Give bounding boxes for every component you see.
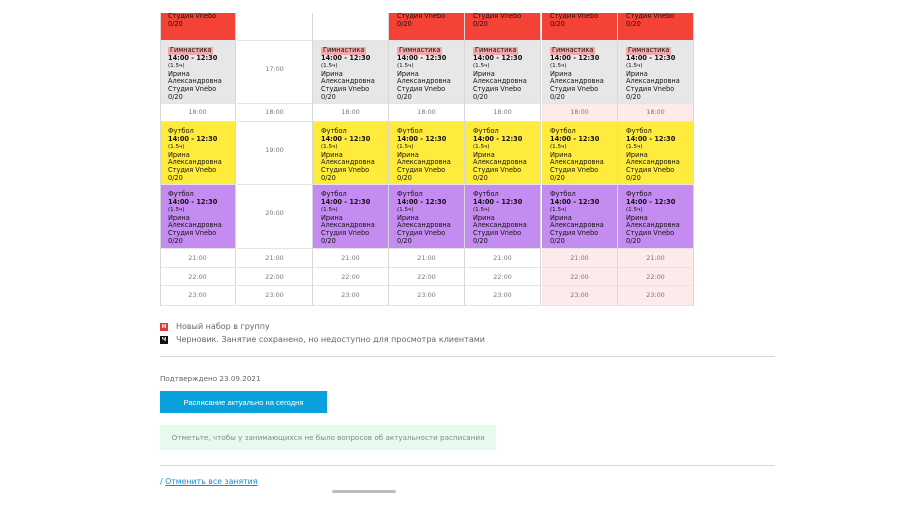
class-duration: (1.5ч) xyxy=(397,144,414,151)
empty-slot xyxy=(237,286,313,306)
class-name: Футбол xyxy=(397,190,423,198)
studio-name: Студия Vnebo xyxy=(550,13,599,20)
studio-name: Студия Vnebo xyxy=(397,84,446,93)
schedule-grid xyxy=(160,13,696,306)
trainer-patronymic: Александровна xyxy=(397,158,451,167)
trainer-first-name: Ирина xyxy=(168,69,190,78)
class-duration: (1.5ч) xyxy=(168,144,185,151)
time-label: 23:00 xyxy=(646,291,665,299)
time-label: 23:00 xyxy=(493,291,512,299)
class-count: 0/20 xyxy=(397,19,412,28)
time-label: 22:00 xyxy=(188,273,207,281)
empty-slot xyxy=(465,268,541,286)
class-duration: (1.5ч) xyxy=(473,144,490,151)
empty-slot xyxy=(465,286,541,306)
class-count: 0/20 xyxy=(397,92,412,101)
class-time-text: 14:00 - 12:30 xyxy=(473,134,523,143)
empty-slot xyxy=(313,104,389,122)
trainer-first-name: Ирина xyxy=(473,150,495,159)
trainer-first-name: Ирина xyxy=(321,69,343,78)
time-label: 22:00 xyxy=(646,273,665,281)
class-count: 0/20 xyxy=(550,236,565,245)
class-card-football[interactable] xyxy=(313,185,389,249)
studio-name: Студия Vnebo xyxy=(550,84,599,93)
time-label: 18:00 xyxy=(188,108,207,116)
class-card-football[interactable] xyxy=(542,185,618,249)
trainer-patronymic: Александровна xyxy=(168,158,222,167)
time-label: 18:00 xyxy=(570,108,589,116)
time-label: 21:00 xyxy=(570,254,589,262)
trainer-first-name: Ирина xyxy=(550,150,572,159)
class-card-football[interactable] xyxy=(465,122,541,185)
studio-name: Студия Vnebo xyxy=(626,165,675,174)
time-label: 19:00 xyxy=(265,146,284,154)
class-time-text: 14:00 - 12:30 xyxy=(550,134,600,143)
class-count: 0/20 xyxy=(321,92,336,101)
scroll-handle[interactable] xyxy=(332,490,396,493)
studio-name: Студия Vnebo xyxy=(397,228,446,237)
trainer-first-name: Ирина xyxy=(321,150,343,159)
empty-slot xyxy=(160,104,236,122)
empty-slot xyxy=(542,268,618,286)
empty-slot xyxy=(618,104,694,122)
class-card-football[interactable] xyxy=(542,122,618,185)
cancel-prefix: / xyxy=(160,477,163,486)
class-time-text: 14:00 - 12:30 xyxy=(397,134,447,143)
studio-name: Студия Vnebo xyxy=(168,228,217,237)
trainer-first-name: Ирина xyxy=(397,213,419,222)
time-slot xyxy=(237,41,313,104)
time-label: 18:00 xyxy=(646,108,665,116)
class-duration: (1.5ч) xyxy=(550,207,567,214)
class-name: Гимнастика xyxy=(323,46,365,54)
empty-slot xyxy=(313,13,389,41)
class-time xyxy=(550,136,613,152)
trainer-patronymic: Александровна xyxy=(397,221,451,230)
class-card-gymnastics[interactable] xyxy=(389,41,465,104)
time-label: 21:00 xyxy=(188,254,207,262)
trainer-first-name: Ирина xyxy=(626,150,648,159)
empty-slot xyxy=(389,268,465,286)
time-label: 18:00 xyxy=(341,108,360,116)
class-card-football[interactable] xyxy=(618,122,694,185)
empty-slot xyxy=(389,286,465,306)
class-time xyxy=(473,136,536,152)
trainer-first-name: Ирина xyxy=(473,69,495,78)
class-time-text: 14:00 - 12:30 xyxy=(626,53,676,62)
studio-name: Студия Vnebo xyxy=(626,228,675,237)
class-card-gymnastics[interactable] xyxy=(542,41,618,104)
class-card-football[interactable] xyxy=(618,185,694,249)
empty-slot xyxy=(313,268,389,286)
time-label: 23:00 xyxy=(570,291,589,299)
divider xyxy=(160,356,775,357)
studio-name: Студия Vnebo xyxy=(473,228,522,237)
class-time xyxy=(550,199,613,215)
class-card-red[interactable] xyxy=(465,13,541,41)
trainer-first-name: Ирина xyxy=(397,69,419,78)
confirmed-date: Подтверждено 23.09.2021 xyxy=(160,374,261,383)
class-count: 0/20 xyxy=(626,236,641,245)
class-duration: (1.5ч) xyxy=(321,144,338,151)
trainer-first-name: Ирина xyxy=(397,150,419,159)
class-duration: (1.5ч) xyxy=(397,207,414,214)
studio-name: Студия Vnebo xyxy=(550,228,599,237)
class-count: 0/20 xyxy=(321,236,336,245)
time-label: 21:00 xyxy=(493,254,512,262)
legend-new-label: Новый набор в группу xyxy=(176,322,270,331)
cancel-all-link[interactable]: Отменить все занятия xyxy=(165,477,258,486)
empty-slot xyxy=(465,249,541,268)
class-card-red[interactable] xyxy=(618,13,694,41)
class-duration: (1.5ч) xyxy=(626,207,643,214)
class-time-text: 14:00 - 12:30 xyxy=(550,197,600,206)
class-name: Гимнастика xyxy=(399,46,441,54)
class-time-text: 14:00 - 12:30 xyxy=(321,53,371,62)
class-time xyxy=(473,199,536,215)
time-label: 18:00 xyxy=(493,108,512,116)
empty-slot xyxy=(618,249,694,268)
trainer-patronymic: Александровна xyxy=(550,158,604,167)
hint-box: Отметьте, чтобы у занимающихся не было вопросов об актуальности расписания xyxy=(160,425,496,450)
trainer-patronymic: Александровна xyxy=(473,158,527,167)
class-duration: (1.5ч) xyxy=(397,63,414,70)
trainer-patronymic: Александровна xyxy=(321,158,375,167)
empty-slot xyxy=(237,249,313,268)
class-time xyxy=(626,199,689,215)
studio-name: Студия Vnebo xyxy=(473,13,522,20)
class-card-football[interactable] xyxy=(160,122,236,185)
empty-slot xyxy=(542,249,618,268)
class-card-gymnastics[interactable] xyxy=(160,41,236,104)
trainer-patronymic: Александровна xyxy=(550,221,604,230)
trainer-patronymic: Александровна xyxy=(321,221,375,230)
class-name: Гимнастика xyxy=(628,46,670,54)
class-time xyxy=(626,55,689,71)
class-count: 0/20 xyxy=(626,173,641,182)
class-time xyxy=(321,55,384,71)
class-time-text: 14:00 - 12:30 xyxy=(626,197,676,206)
class-card-football[interactable] xyxy=(160,185,236,249)
trainer-patronymic: Александровна xyxy=(397,77,451,86)
class-count: 0/20 xyxy=(550,92,565,101)
empty-slot xyxy=(237,13,313,41)
empty-slot xyxy=(237,268,313,286)
empty-slot xyxy=(313,286,389,306)
class-count: 0/20 xyxy=(397,236,412,245)
studio-name: Студия Vnebo xyxy=(168,84,217,93)
trainer-patronymic: Александровна xyxy=(550,77,604,86)
class-time xyxy=(397,55,460,71)
class-name: Футбол xyxy=(321,190,347,198)
time-label: 18:00 xyxy=(417,108,436,116)
empty-slot xyxy=(160,286,236,306)
empty-slot xyxy=(237,104,313,122)
class-time xyxy=(321,136,384,152)
new-badge-icon: Н xyxy=(161,323,167,330)
class-duration: (1.5ч) xyxy=(550,63,567,70)
class-name: Гимнастика xyxy=(475,46,517,54)
empty-slot xyxy=(160,249,236,268)
class-count: 0/20 xyxy=(473,236,488,245)
class-name: Футбол xyxy=(550,190,576,198)
time-label: 23:00 xyxy=(188,291,207,299)
class-name: Футбол xyxy=(550,127,576,135)
trainer-first-name: Ирина xyxy=(321,213,343,222)
empty-slot xyxy=(389,104,465,122)
class-count: 0/20 xyxy=(550,19,565,28)
class-count: 0/20 xyxy=(168,19,183,28)
class-card-football[interactable] xyxy=(313,122,389,185)
schedule-actual-button[interactable]: Расписание актуально на сегодня xyxy=(160,391,327,413)
class-duration: (1.5ч) xyxy=(321,63,338,70)
studio-name: Студия Vnebo xyxy=(473,165,522,174)
time-label: 23:00 xyxy=(417,291,436,299)
studio-name: Студия Vnebo xyxy=(397,165,446,174)
class-name: Футбол xyxy=(473,190,499,198)
class-count: 0/20 xyxy=(550,173,565,182)
studio-name: Студия Vnebo xyxy=(626,13,675,20)
time-slot xyxy=(237,185,313,249)
class-card-red[interactable] xyxy=(160,13,236,41)
time-label: 23:00 xyxy=(265,291,284,299)
class-time xyxy=(168,55,231,71)
trainer-patronymic: Александровна xyxy=(168,77,222,86)
trainer-patronymic: Александровна xyxy=(626,221,680,230)
trainer-patronymic: Александровна xyxy=(626,77,680,86)
class-count: 0/20 xyxy=(321,173,336,182)
empty-slot xyxy=(465,104,541,122)
trainer-patronymic: Александровна xyxy=(473,221,527,230)
class-duration: (1.5ч) xyxy=(168,207,185,214)
class-duration: (1.5ч) xyxy=(473,207,490,214)
class-time xyxy=(321,199,384,215)
class-name: Футбол xyxy=(397,127,423,135)
class-duration: (1.5ч) xyxy=(168,63,185,70)
divider xyxy=(160,465,775,466)
class-time-text: 14:00 - 12:30 xyxy=(168,197,218,206)
trainer-first-name: Ирина xyxy=(550,69,572,78)
class-name: Гимнастика xyxy=(552,46,594,54)
class-count: 0/20 xyxy=(626,19,641,28)
cancel-row xyxy=(160,477,257,486)
empty-slot xyxy=(313,249,389,268)
class-time xyxy=(168,199,231,215)
time-label: 21:00 xyxy=(417,254,436,262)
class-name: Футбол xyxy=(626,190,652,198)
class-time-text: 14:00 - 12:30 xyxy=(473,197,523,206)
studio-name: Студия Vnebo xyxy=(168,13,217,20)
studio-name: Студия Vnebo xyxy=(626,84,675,93)
trainer-patronymic: Александровна xyxy=(473,77,527,86)
time-label: 22:00 xyxy=(493,273,512,281)
class-count: 0/20 xyxy=(473,19,488,28)
grid-border xyxy=(160,13,161,306)
class-card-football[interactable] xyxy=(465,185,541,249)
class-duration: (1.5ч) xyxy=(626,63,643,70)
class-count: 0/20 xyxy=(397,173,412,182)
class-count: 0/20 xyxy=(168,173,183,182)
time-label: 23:00 xyxy=(341,291,360,299)
legend-draft-label: Черновик. Занятие сохранено, но недоступно для просмотра клиентами xyxy=(176,335,485,344)
class-card-red[interactable] xyxy=(389,13,465,41)
trainer-patronymic: Александровна xyxy=(168,221,222,230)
class-count: 0/20 xyxy=(473,173,488,182)
empty-slot xyxy=(389,249,465,268)
time-label: 22:00 xyxy=(417,273,436,281)
empty-slot xyxy=(160,268,236,286)
time-label: 17:00 xyxy=(265,65,284,73)
studio-name: Студия Vnebo xyxy=(168,165,217,174)
class-count: 0/20 xyxy=(473,92,488,101)
empty-slot xyxy=(542,104,618,122)
class-name: Гимнастика xyxy=(170,46,212,54)
class-time-text: 14:00 - 12:30 xyxy=(321,134,371,143)
time-label: 21:00 xyxy=(341,254,360,262)
class-duration: (1.5ч) xyxy=(550,144,567,151)
trainer-first-name: Ирина xyxy=(626,69,648,78)
class-name: Футбол xyxy=(321,127,347,135)
time-label: 18:00 xyxy=(265,108,284,116)
studio-name: Студия Vnebo xyxy=(321,165,370,174)
class-time-text: 14:00 - 12:30 xyxy=(168,53,218,62)
empty-slot xyxy=(542,286,618,306)
class-time-text: 14:00 - 12:30 xyxy=(397,197,447,206)
legend-new xyxy=(160,322,270,331)
trainer-first-name: Ирина xyxy=(473,213,495,222)
trainer-first-name: Ирина xyxy=(550,213,572,222)
class-time xyxy=(626,136,689,152)
class-name: Футбол xyxy=(473,127,499,135)
time-label: 22:00 xyxy=(265,273,284,281)
trainer-first-name: Ирина xyxy=(168,213,190,222)
class-time xyxy=(168,136,231,152)
class-card-football[interactable] xyxy=(389,122,465,185)
time-label: 21:00 xyxy=(646,254,665,262)
studio-name: Студия Vnebo xyxy=(473,84,522,93)
class-card-football[interactable] xyxy=(389,185,465,249)
time-label: 21:00 xyxy=(265,254,284,262)
class-duration: (1.5ч) xyxy=(321,207,338,214)
class-card-gymnastics[interactable] xyxy=(313,41,389,104)
class-time xyxy=(473,55,536,71)
class-time xyxy=(397,136,460,152)
studio-name: Студия Vnebo xyxy=(397,13,446,20)
trainer-patronymic: Александровна xyxy=(626,158,680,167)
studio-name: Студия Vnebo xyxy=(321,84,370,93)
class-duration: (1.5ч) xyxy=(626,144,643,151)
time-label: 22:00 xyxy=(341,273,360,281)
class-time-text: 14:00 - 12:30 xyxy=(473,53,523,62)
empty-slot xyxy=(618,286,694,306)
class-time-text: 14:00 - 12:30 xyxy=(168,134,218,143)
class-count: 0/20 xyxy=(168,236,183,245)
class-card-red[interactable] xyxy=(542,13,618,41)
class-duration: (1.5ч) xyxy=(473,63,490,70)
class-time xyxy=(550,55,613,71)
time-label: 20:00 xyxy=(265,209,284,217)
draft-badge-icon: Ч xyxy=(161,336,167,343)
empty-slot xyxy=(618,268,694,286)
studio-name: Студия Vnebo xyxy=(550,165,599,174)
time-label: 22:00 xyxy=(570,273,589,281)
class-count: 0/20 xyxy=(168,92,183,101)
class-card-gymnastics[interactable] xyxy=(618,41,694,104)
class-time xyxy=(397,199,460,215)
class-name: Футбол xyxy=(168,190,194,198)
class-name: Футбол xyxy=(626,127,652,135)
studio-name: Студия Vnebo xyxy=(321,228,370,237)
class-count: 0/20 xyxy=(626,92,641,101)
class-card-gymnastics[interactable] xyxy=(465,41,541,104)
trainer-first-name: Ирина xyxy=(626,213,648,222)
time-slot xyxy=(237,122,313,185)
class-name: Футбол xyxy=(168,127,194,135)
class-time-text: 14:00 - 12:30 xyxy=(626,134,676,143)
class-time-text: 14:00 - 12:30 xyxy=(321,197,371,206)
class-time-text: 14:00 - 12:30 xyxy=(397,53,447,62)
legend-draft xyxy=(160,335,485,344)
trainer-patronymic: Александровна xyxy=(321,77,375,86)
class-time-text: 14:00 - 12:30 xyxy=(550,53,600,62)
trainer-first-name: Ирина xyxy=(168,150,190,159)
